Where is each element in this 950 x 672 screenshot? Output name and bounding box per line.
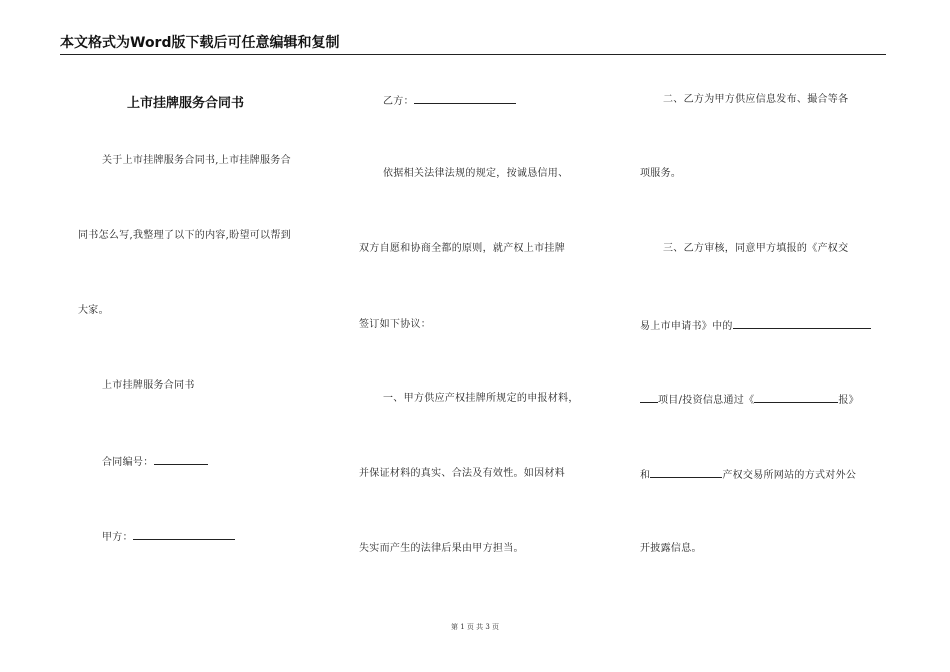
header-text: 本文格式为Word版下载后可任意编辑和复制	[60, 35, 340, 51]
party-b-blank	[414, 93, 516, 104]
paragraph-line: 依据相关法律法规的规定，按诚恳信用、	[383, 168, 569, 179]
intro-line-1: 关于上市挂牌服务合同书,上市挂牌服务合	[102, 155, 291, 166]
application-line	[640, 318, 871, 334]
contract-number-label: 合同编号：	[102, 457, 154, 468]
paragraph-line: 并保证材料的真实、合法及有效性。如因材料	[359, 468, 565, 479]
project-name-blank	[733, 318, 871, 329]
paragraph-line: 签订如下协议：	[359, 319, 432, 330]
page-header	[60, 34, 886, 55]
disclosure-line	[640, 392, 859, 408]
paragraph-line: 三、乙方审核，同意甲方填报的《产权交	[663, 243, 849, 254]
paragraph-line: 失实而产生的法律后果由甲方担当。	[359, 543, 524, 554]
contract-number-line	[102, 454, 208, 470]
intro-line-3: 大家。	[78, 305, 109, 316]
newspaper-blank	[754, 392, 838, 403]
disclosure-middle: 项目/投资信息通过《	[658, 395, 755, 406]
party-b-label: 乙方：	[383, 96, 414, 107]
paragraph-line: 一、甲方供应产权挂牌所规定的申报材料，	[383, 393, 579, 404]
website-prefix: 和	[640, 470, 651, 481]
contract-number-blank	[154, 454, 208, 465]
page-number: 第 1 页 共 3 页	[450, 623, 500, 631]
disclosure-suffix: 报》	[838, 395, 859, 406]
paragraph-line: 双方自愿和协商全都的原则，就产权上市挂牌	[359, 243, 565, 254]
party-a-blank	[133, 529, 235, 540]
intro-line-2: 同书怎么写,我整理了以下的内容,盼望可以帮到	[78, 230, 291, 241]
website-line	[640, 467, 856, 483]
paragraph-line: 开披露信息。	[640, 543, 702, 554]
document-title: 上市挂牌服务合同书	[127, 96, 245, 111]
party-a-label: 甲方：	[102, 532, 133, 543]
exchange-name-blank	[650, 467, 722, 478]
paragraph-line: 项服务。	[640, 168, 682, 179]
project-blank	[640, 392, 658, 403]
party-a-line	[102, 529, 235, 545]
subtitle: 上市挂牌服务合同书	[102, 380, 195, 391]
website-suffix: 产权交易所网站的方式对外公	[722, 470, 857, 481]
application-prefix: 易上市申请书》中的	[640, 321, 733, 332]
party-b-line	[383, 93, 516, 109]
paragraph-line: 二、乙方为甲方供应信息发布、撮合等各	[663, 94, 849, 105]
